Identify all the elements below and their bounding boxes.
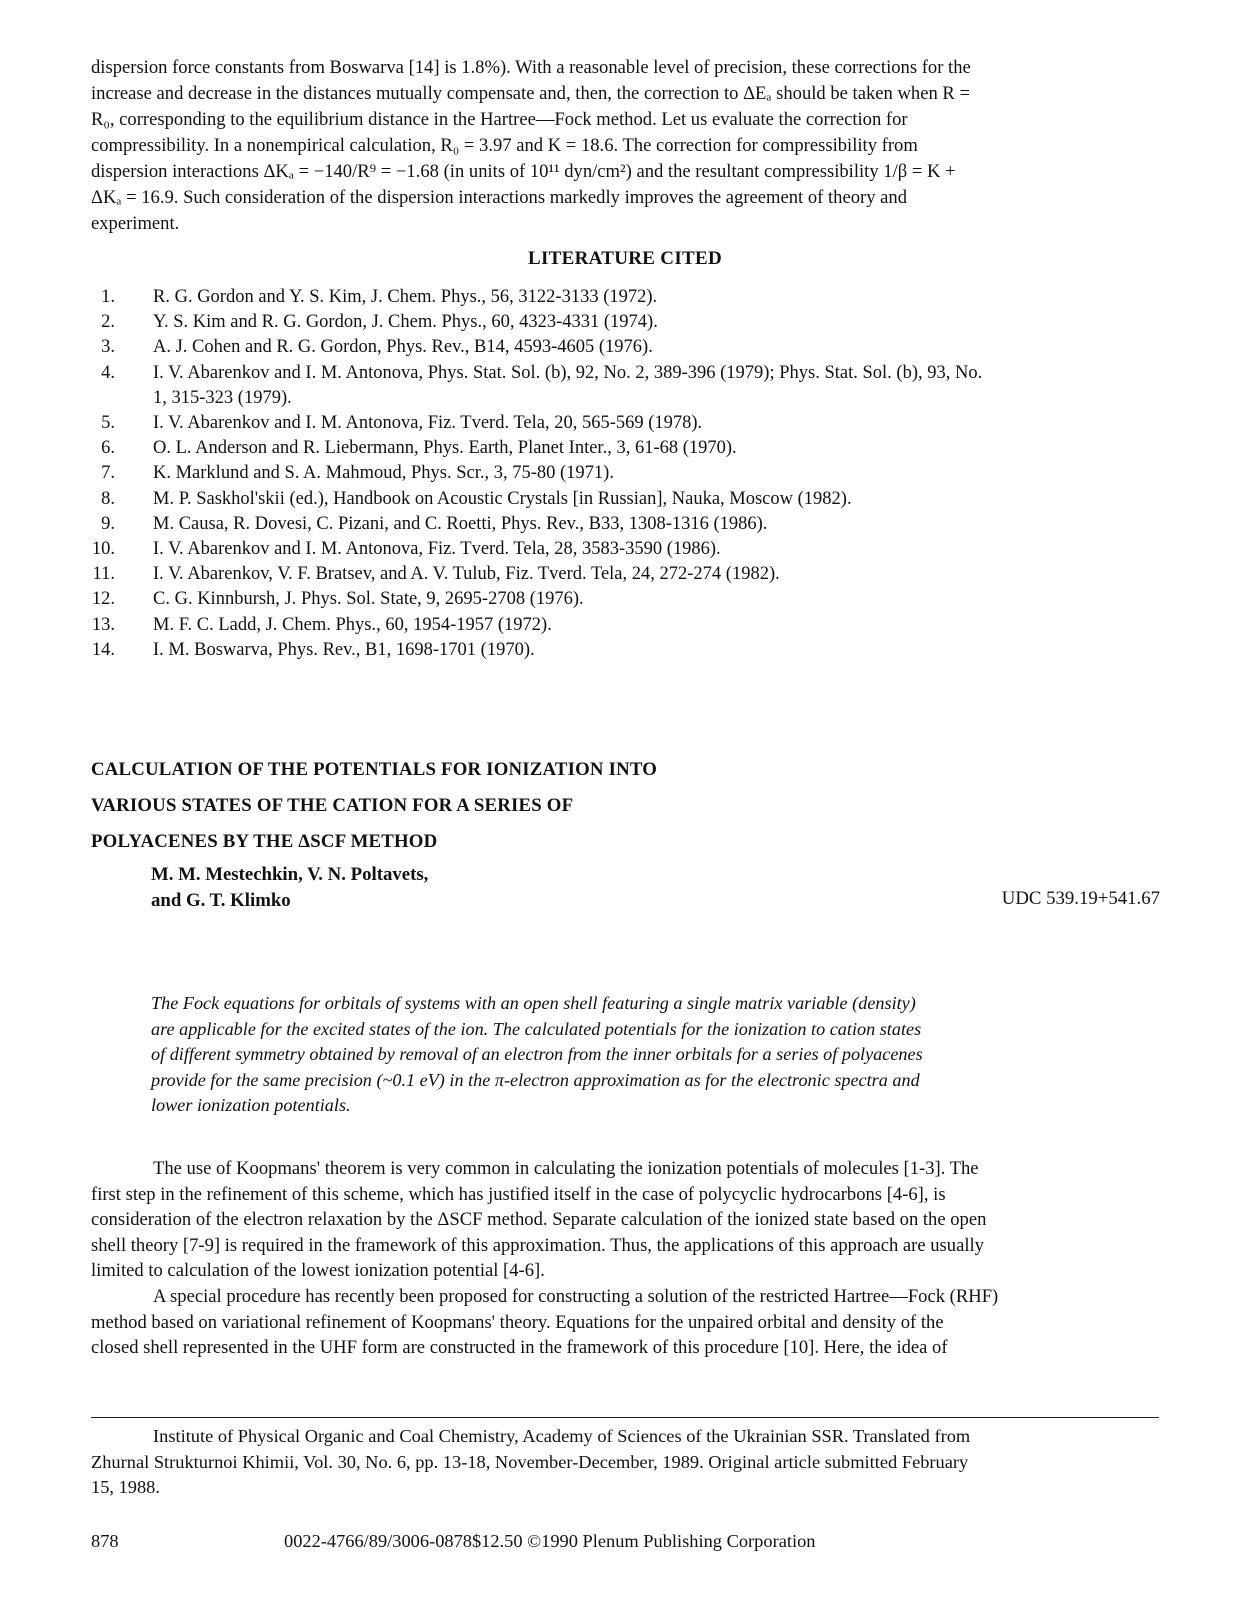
reference-number: 3.	[101, 337, 115, 358]
reference-item	[91, 512, 1161, 537]
reference-number: 7.	[101, 463, 115, 484]
footnote-line: Institute of Physical Organic and Coal Chemistry, Academy of Sciences of the Ukrainian SSR. Translated from	[153, 1426, 971, 1446]
body-line: first step in the refinement of this scheme, which has justified itself in the case of polycyclic hydrocarbons [4-6], is	[91, 1183, 946, 1205]
reference-text: I. M. Boswarva, Phys. Rev., B1, 1698-1701 (1970).	[153, 639, 535, 660]
author-line: and G. T. Klimko	[151, 890, 291, 911]
reference-text: M. F. C. Ladd, J. Chem. Phys., 60, 1954-1957 (1972).	[153, 614, 552, 635]
reference-item	[91, 613, 1161, 638]
reference-item	[91, 487, 1161, 512]
reference-text: C. G. Kinnbursh, J. Phys. Sol. State, 9, 2695-2708 (1976).	[153, 589, 584, 610]
reference-item	[91, 587, 1161, 612]
body-line: method based on variational refinement of Koopmans' theory. Equations for the unpaired orbital and density of the	[91, 1311, 944, 1333]
reference-number: 9.	[101, 513, 115, 534]
reference-text: M. P. Saskhol'skii (ed.), Handbook on Acoustic Crystals [in Russian], Nauka, Moscow (1982).	[153, 488, 852, 509]
udc-code: UDC 539.19+541.67	[1001, 888, 1160, 909]
paragraph-line: compressibility. In a nonempirical calculation, R₀ = 3.97 and K = 18.6. The correction for compressibility from	[91, 135, 918, 156]
reference-list	[91, 285, 1161, 663]
body-line: A special procedure has recently been proposed for constructing a solution of the restricted Hartree—Fock (RHF)	[153, 1285, 999, 1307]
reference-text: A. J. Cohen and R. G. Gordon, Phys. Rev., B14, 4593-4605 (1976).	[153, 337, 653, 358]
reference-text: Y. S. Kim and R. G. Gordon, J. Chem. Phys., 60, 4323-4331 (1974).	[153, 312, 658, 333]
abstract-line: lower ionization potentials.	[151, 1095, 351, 1116]
article-title-line: POLYACENES BY THE ΔSCF METHOD	[91, 831, 438, 852]
reference-item	[91, 638, 1161, 663]
reference-number: 5.	[101, 413, 115, 434]
reference-item	[91, 285, 1161, 310]
reference-number: 8.	[101, 488, 115, 509]
paragraph-line: ΔKₐ = 16.9. Such consideration of the dispersion interactions markedly improves the agreement of theory and	[91, 187, 908, 208]
article-authors	[151, 862, 428, 914]
reference-item	[91, 562, 1161, 587]
paragraph-line: dispersion interactions ΔKₐ = −140/R⁹ = −1.68 (in units of 10¹¹ dyn/cm²) and the resultant compressibility 1/β = K +	[91, 161, 956, 182]
reference-text: I. V. Abarenkov and I. M. Antonova, Phys. Stat. Sol. (b), 92, No. 2, 389-396 (1979); Phys. Stat. Sol. (b), 93, No.	[153, 362, 983, 383]
body-line: consideration of the electron relaxation by the ΔSCF method. Separate calculation of the ionized state based on the open	[91, 1209, 987, 1231]
reference-number: 4.	[101, 362, 115, 383]
reference-item	[91, 411, 1161, 436]
footnote	[91, 1424, 1159, 1501]
reference-number: 12.	[91, 589, 115, 610]
reference-item	[91, 310, 1161, 335]
reference-text: I. V. Abarenkov, V. F. Bratsev, and A. V. Tulub, Fiz. Tverd. Tela, 24, 272-274 (1982).	[153, 564, 780, 585]
article-title-line: CALCULATION OF THE POTENTIALS FOR IONIZATION INTO	[91, 759, 658, 780]
reference-item	[91, 361, 1161, 411]
footnote-line: 15, 1988.	[91, 1477, 160, 1498]
abstract-line: of different symmetry obtained by removal of an electron from the inner orbitals for a series of polyacenes	[151, 1044, 923, 1065]
reference-number: 13.	[91, 614, 115, 635]
paragraph-line: R₀, corresponding to the equilibrium distance in the Hartree—Fock method. Let us evaluate the correction for	[91, 109, 908, 130]
paragraph-line: experiment.	[91, 213, 180, 234]
reference-text-continued: 1, 315-323 (1979).	[153, 387, 292, 408]
continuation-paragraph	[91, 55, 1159, 237]
reference-number: 11.	[92, 564, 115, 585]
article-title	[91, 752, 657, 860]
reference-text: O. L. Anderson and R. Liebermann, Phys. Earth, Planet Inter., 3, 61-68 (1970).	[153, 438, 737, 459]
abstract-line: are applicable for the excited states of the ion. The calculated potentials for the ionization to cation states	[151, 1018, 922, 1039]
reference-text: R. G. Gordon and Y. S. Kim, J. Chem. Phys., 56, 3122-3133 (1972).	[153, 287, 658, 307]
article-abstract	[151, 991, 1081, 1119]
reference-text: M. Causa, R. Dovesi, C. Pizani, and C. Roetti, Phys. Rev., B33, 1308-1316 (1986).	[153, 513, 768, 534]
reference-item	[91, 537, 1161, 562]
abstract-line: The Fock equations for orbitals of systems with an open shell featuring a single matrix variable (density)	[151, 993, 916, 1013]
reference-number: 1.	[101, 287, 115, 307]
reference-number: 2.	[101, 312, 115, 333]
reference-number: 14.	[91, 639, 115, 660]
reference-number: 10.	[91, 539, 115, 560]
paragraph-line: increase and decrease in the distances mutually compensate and, then, the correction to ΔEₐ should be taken when R =	[91, 83, 970, 104]
footnote-divider	[91, 1417, 1159, 1418]
author-line: M. M. Mestechkin, V. N. Poltavets,	[151, 864, 429, 885]
reference-text: I. V. Abarenkov and I. M. Antonova, Fiz. Tverd. Tela, 28, 3583-3590 (1986).	[153, 539, 721, 560]
body-line: shell theory [7-9] is required in the framework of this approximation. Thus, the applications of this approach are usually	[91, 1234, 984, 1256]
article-title-line: VARIOUS STATES OF THE CATION FOR A SERIES OF	[91, 795, 574, 816]
copyright-line: 0022-4766/89/3006-0878$12.50 ©1990 Plenum Publishing Corporation	[284, 1531, 816, 1551]
body-line: closed shell represented in the UHF form are constructed in the framework of this procedure [10]. Here, the idea of	[91, 1337, 948, 1359]
paragraph-line: dispersion force constants from Boswarva [14] is 1.8%). With a reasonable level of precision, these corrections for the	[91, 57, 971, 78]
page-number: 878	[91, 1531, 119, 1551]
reference-text: K. Marklund and S. A. Mahmoud, Phys. Scr., 3, 75-80 (1971).	[153, 463, 614, 484]
reference-item	[91, 461, 1161, 486]
body-line: The use of Koopmans' theorem is very common in calculating the ionization potentials of molecules [1-3]. The	[153, 1158, 979, 1179]
footnote-line: Zhurnal Strukturnoi Khimii, Vol. 30, No. 6, pp. 13-18, November-December, 1989. Original article submitted February	[91, 1451, 969, 1472]
body-line: limited to calculation of the lowest ionization potential [4-6].	[91, 1260, 545, 1282]
abstract-line: provide for the same precision (~0.1 eV) in the π-electron approximation as for the electronic spectra and	[151, 1069, 920, 1090]
reference-item	[91, 335, 1161, 360]
reference-text: I. V. Abarenkov and I. M. Antonova, Fiz. Tverd. Tela, 20, 565-569 (1978).	[153, 413, 703, 434]
reference-number: 6.	[101, 438, 115, 459]
article-body	[91, 1156, 1159, 1361]
literature-cited-heading: LITERATURE CITED	[528, 248, 722, 269]
reference-item	[91, 436, 1161, 461]
